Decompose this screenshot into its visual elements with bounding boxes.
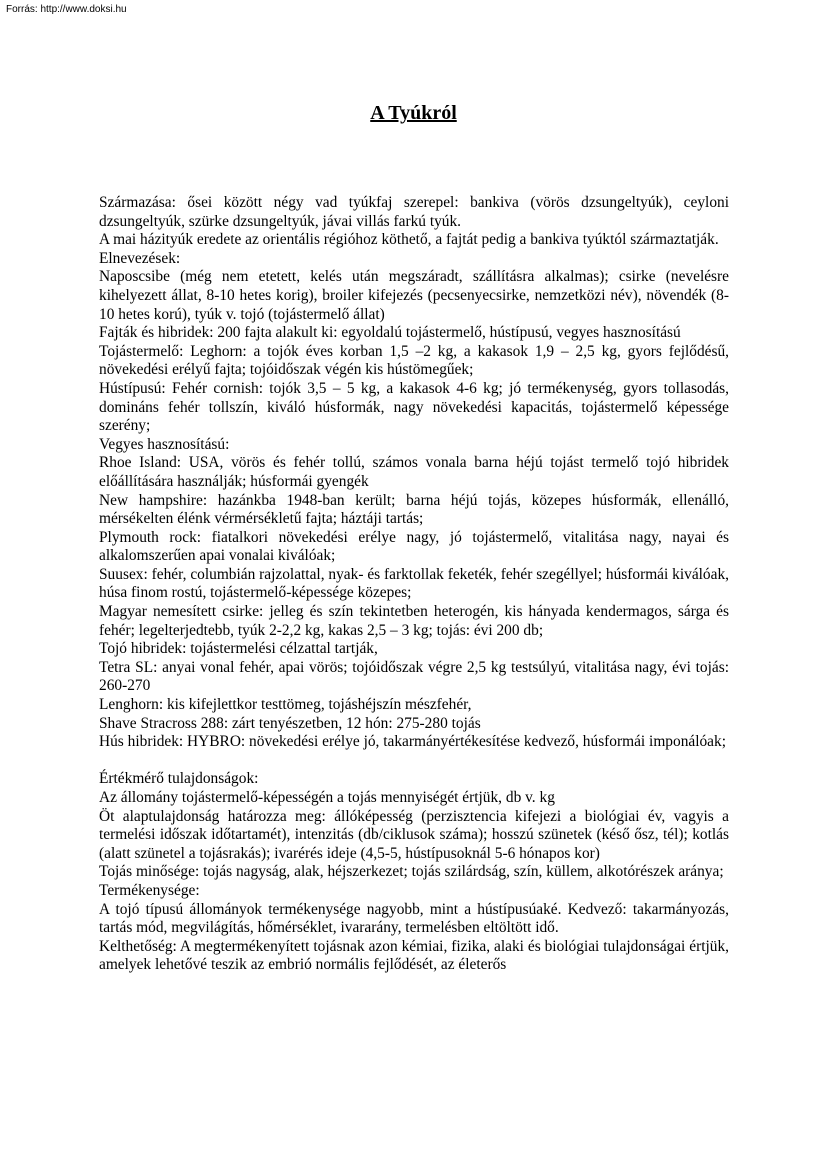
paragraph: Az állomány tojástermelő-képességén a tojás mennyiségét értjük, db v. kg	[99, 789, 555, 806]
paragraph: Elnevezések:	[99, 249, 181, 267]
paragraph: Értékmérő tulajdonságok:	[99, 770, 259, 788]
paragraph: Hústípusú: Fehér cornish: tojók 3,5 – 5 kg, a kakasok 4-6 kg; jó termékenység, gyors tollasodás, domináns fehér tollszín, kiváló húsformák, nagy növekedési kapacitás, tojástermelő képessége szerény;	[99, 379, 729, 435]
paragraph: Suusex: fehér, columbián rajzolattal, nyak- és farktollak feketék, fehér szegéllyel; húsformái kiválóak, húsa finom rostú, tojástermelő-képessége közepes;	[99, 565, 729, 602]
paragraph: Rhoe Island: USA, vörös és fehér tollú, számos vonala barna héjú tojást termelő tojó hibridek előállítására használják; húsformái gyengék	[99, 454, 729, 490]
paragraph: Tetra SL: anyai vonal fehér, apai vörös; tojóidőszak végre 2,5 kg testsúlyú, vitalitása nagy, évi tojás: 260-270	[99, 658, 729, 695]
paragraph: Tojó hibridek: tojástermelési célzattal tartják,	[99, 640, 378, 658]
source-note: Forrás: http://www.doksi.hu	[6, 4, 127, 15]
paragraph: Plymouth rock: fiatalkori növekedési erélye nagy, jó tojástermelő, vitalitása nagy, nayai és alkalomszerűen apai vonalai kiválóak;	[99, 528, 729, 565]
paragraph: New hampshire: hazánkba 1948-ban került; barna héjú tojás, közepes húsformák, ellenálló, mérsékelten élénk vérmérsékletű fajta; háztáji tartás;	[99, 491, 729, 528]
paragraph: Lenghorn: kis kifejlettkor testtömeg, tojáshéjszín mészfehér,	[99, 696, 472, 714]
paragraph: Termékenysége:	[99, 881, 200, 899]
paragraph: Hús hibridek: HYBRO: növekedési erélye jó, takarmányértékesítése kedvező, húsformái imponálóak;	[99, 733, 726, 751]
paragraph: Fajták és hibridek: 200 fajta alakult ki: egyoldalú tojástermelő, hústípusú, vegyes hasznosítású	[99, 324, 681, 342]
paragraph: Öt alaptulajdonság határozza meg: állóképesség (perzisztencia kifejezi a biológiai év, vagyis a termelési időszak időtartamét), intenzitás (db/ciklusok száma); hosszú szünetek (késő ősz, tél); kotlás (alatt szünetel a tojásrakás); ivarérés ideje (4,5-5, hústípusoknál 5-6 hónapos kor)	[99, 807, 729, 862]
paragraph: A mai házityúk eredete az orientális régióhoz köthető, a fajtát pedig a bankiva tyúktól származtatják.	[99, 231, 719, 249]
paragraph: Származása: ősei között négy vad tyúkfaj szerepel: bankiva (vörös dzsungeltyúk), ceyloni dzsungeltyúk, szürke dzsungeltyúk, jávai villás farkú tyúk.	[99, 194, 729, 230]
paragraph: Naposcsibe (még nem etetett, kelés után megszáradt, szállításra alkalmas); csirke (nevelésre kihelyezett állat, 8-10 hetes korig), broiler kifejezés (pecsenyecsirke, nemzetközi név), növendék (8-10 hetes korú), tyúk v. tojó (tojástermelő állat)	[99, 268, 729, 323]
paragraph: Kelthetőség: A megtermékenyített tojásnak azon kémiai, fizika, alaki és biológiai tulajdonságai értjük, amelyek lehetővé teszik az embrió normális fejlődését, az életerős	[99, 937, 729, 974]
paragraph: Vegyes hasznosítású:	[99, 435, 230, 453]
paragraph: Tojás minősége: tojás nagyság, alak, héjszerkezet; tojás szilárdság, szín, küllem, alkotórészek aránya;	[99, 863, 724, 881]
paragraph: Shave Stracross 288: zárt tenyészetben, 12 hón: 275-280 tojás	[99, 714, 481, 732]
paragraph: Magyar nemesített csirke: jelleg és szín tekintetben heterogén, kis hányada kendermagos, sárga és fehér; legelterjedtebb, tyúk 2-2,2 kg, kakas 2,5 – 3 kg; tojás: évi 200 db;	[99, 603, 729, 639]
section-spacer	[99, 752, 729, 771]
page-title: A Tyúkról	[370, 102, 457, 124]
paragraph: A tojó típusú állományok termékenysége nagyobb, mint a hústípusúaké. Kedvező: takarmányozás, tartás mód, megvilágítás, hőmérséklet, ivararány, termelésben eltöltött idő.	[99, 900, 729, 937]
document-body	[99, 194, 729, 975]
paragraph: Tojástermelő: Leghorn: a tojók éves korban 1,5 –2 kg, a kakasok 1,9 – 2,5 kg, gyors fejlődésű, növekedési erélyű fajta; tojóidőszak végén kis hústömegűek;	[99, 342, 729, 379]
